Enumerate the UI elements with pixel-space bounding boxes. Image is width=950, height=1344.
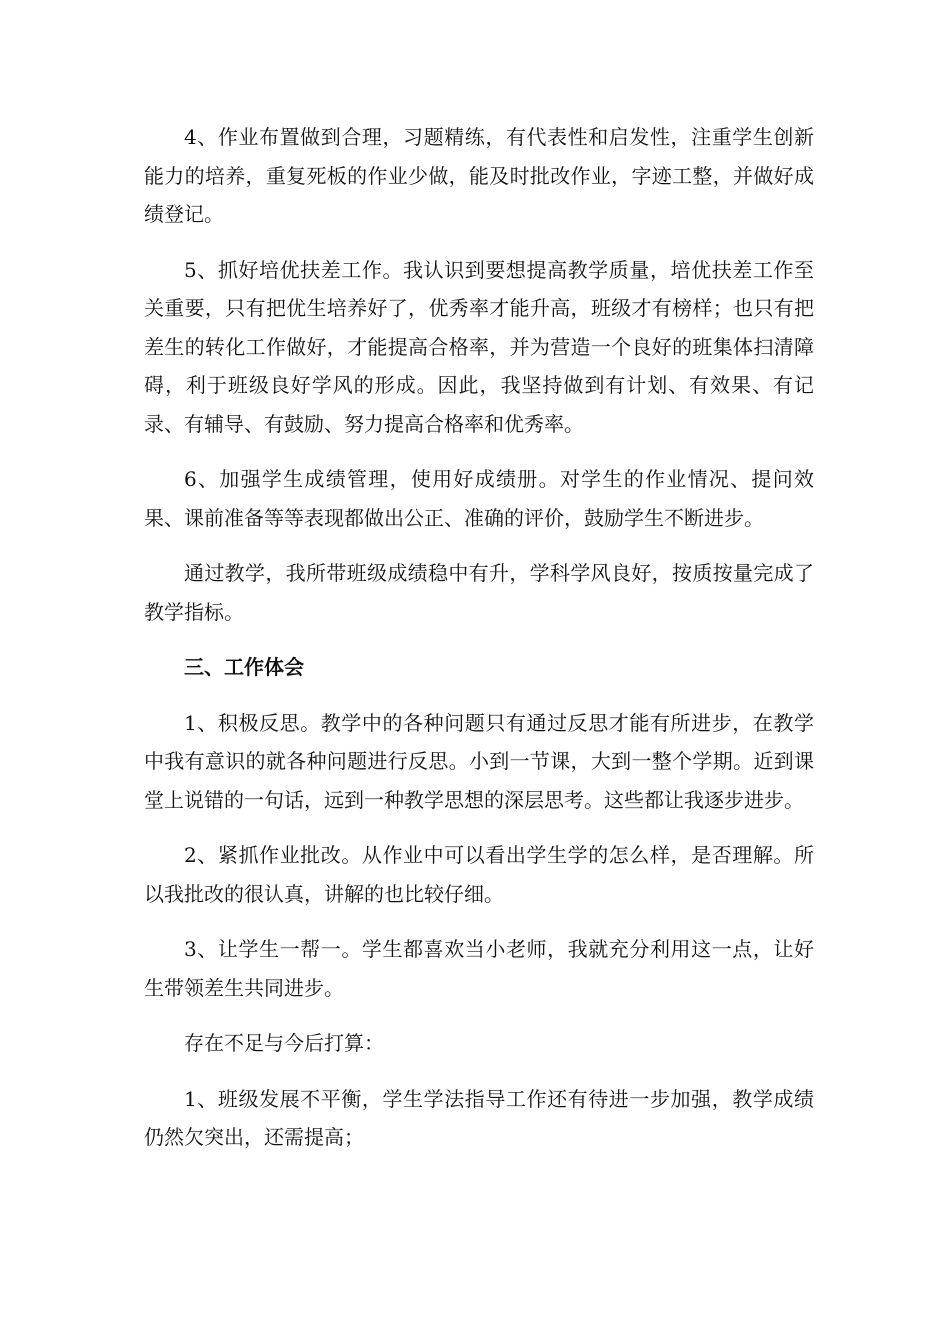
paragraph-homework-assignment: 4、作业布置做到合理，习题精练，有代表性和启发性，注重学生创新能力的培养，重复死板的作业少做，能及时批改作业，字迹工整，并做好成绩登记。 bbox=[144, 125, 814, 226]
paragraph-homework-correction: 2、紧抓作业批改。从作业中可以看出学生学的怎么样，是否理解。所以我批改的很认真，讲解的也比较仔细。 bbox=[144, 843, 814, 906]
paragraph-shortcomings-heading: 存在不足与今后打算： bbox=[184, 1031, 384, 1055]
paragraph-tutoring-work: 5、抓好培优扶差工作。我认识到要想提高教学质量，培优扶差工作至关重要，只有把优生培养好了，优秀率才能升高，班级才有榜样；也只有把差生的转化工作做好，才能提高合格率，并为营造一个良好的班集体扫清障碍，利于班级良好学风的形成。因此，我坚持做到有计划、有效果、有记录、有辅导、有鼓励、努力提高合格率和优秀率。 bbox=[144, 257, 814, 436]
paragraph-grade-management: 6、加强学生成绩管理，使用好成绩册。对学生的作业情况、提问效果、课前准备等等表现都做出公正、准确的评价，鼓励学生不断进步。 bbox=[144, 467, 814, 530]
document-body bbox=[144, 118, 814, 1174]
paragraph-peer-help: 3、让学生一帮一。学生都喜欢当小老师，我就充分利用这一点，让好生带领差生共同进步。 bbox=[144, 937, 814, 1000]
paragraph-reflection: 1、积极反思。教学中的各种问题只有通过反思才能有所进步，在教学中我有意识的就各种问题进行反思。小到一节课，大到一整个学期。近到课堂上说错的一句话，远到一种教学思想的深层思考。这些都让我逐步进步。 bbox=[144, 710, 814, 812]
paragraph-shortcoming-1: 1、班级发展不平衡，学生学法指导工作还有待进一步加强，教学成绩仍然欠突出，还需提高； bbox=[144, 1086, 814, 1149]
paragraph-teaching-result: 通过教学，我所带班级成绩稳中有升，学科学风良好，按质按量完成了教学指标。 bbox=[144, 561, 814, 624]
section-heading-work-experience: 三、工作体会 bbox=[184, 655, 304, 679]
